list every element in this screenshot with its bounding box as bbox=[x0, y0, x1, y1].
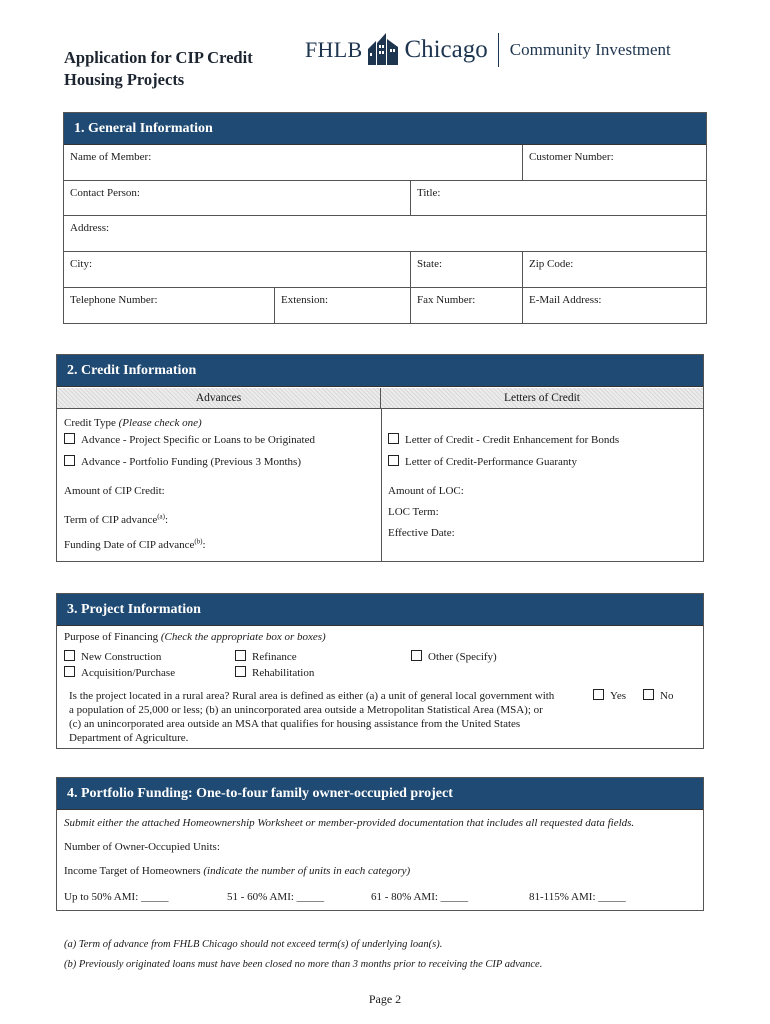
customer-number-label: Customer Number: bbox=[529, 151, 614, 163]
address-field[interactable] bbox=[64, 216, 706, 251]
no-label: No bbox=[660, 690, 674, 702]
contact-person-field[interactable] bbox=[64, 181, 410, 215]
section-2-title: 2. Credit Information bbox=[57, 355, 703, 387]
title-line-1: Application for CIP Credit bbox=[64, 48, 253, 67]
ami-80-field[interactable]: 61 - 80% AMI: _____ bbox=[371, 891, 469, 903]
option-new-construction[interactable] bbox=[64, 650, 161, 664]
submit-note bbox=[64, 816, 634, 830]
fax-number-field[interactable] bbox=[410, 288, 522, 323]
credit-type-label bbox=[64, 416, 202, 430]
checkbox-icon[interactable] bbox=[388, 455, 399, 466]
title-line-2: Housing Projects bbox=[64, 70, 185, 89]
loc-enhancement-label: Letter of Credit - Credit Enhancement for Bonds bbox=[405, 434, 620, 446]
checkbox-icon[interactable] bbox=[593, 689, 604, 700]
option-acquisition[interactable] bbox=[64, 666, 175, 680]
credit-type-hint: (Please check one) bbox=[118, 417, 202, 429]
checkbox-icon[interactable] bbox=[64, 455, 75, 466]
ami-115-field[interactable]: 81-115% AMI: _____ bbox=[529, 891, 626, 903]
rural-area-question bbox=[69, 689, 589, 745]
ami-50-field[interactable]: Up to 50% AMI: _____ bbox=[64, 891, 169, 903]
title-label: Title: bbox=[417, 187, 441, 199]
checkbox-icon[interactable] bbox=[643, 689, 654, 700]
rural-line-3: (c) an unincorporated area outside an MSA that qualifies for housing assistance from the United States bbox=[69, 718, 521, 730]
zip-code-field[interactable] bbox=[522, 252, 706, 287]
row-address bbox=[64, 216, 706, 252]
logo-fhlb-text: FHLB bbox=[305, 37, 363, 62]
option-rural-no[interactable] bbox=[643, 689, 673, 703]
submit-note-text: Submit either the attached Homeownership Worksheet or member-provided documentation that includes all requested data fields. bbox=[64, 817, 635, 829]
amount-cip-credit-field[interactable] bbox=[64, 484, 165, 498]
rural-line-1: Is the project located in a rural area? Rural area is defined as either (a) a unit of general local government with bbox=[69, 690, 555, 702]
income-target-text: Income Target of Homeowners bbox=[64, 865, 204, 877]
term-cip-label: Term of CIP advance bbox=[64, 514, 158, 526]
rural-line-4: Department of Agriculture. bbox=[69, 732, 189, 744]
email-address-label: E-Mail Address: bbox=[529, 294, 602, 306]
income-target-label bbox=[64, 864, 410, 878]
city-label: City: bbox=[70, 258, 93, 270]
rural-line-2: a population of 25,000 or less; (b) an unincorporated area outside a Metropolitan Statistical Area (MSA); or bbox=[69, 704, 543, 716]
amount-loc-field[interactable] bbox=[388, 484, 464, 498]
checkbox-icon[interactable] bbox=[64, 666, 75, 677]
section-1-title: 1. General Information bbox=[64, 113, 706, 145]
checkbox-icon[interactable] bbox=[235, 666, 246, 677]
section-project-information bbox=[56, 593, 704, 749]
purpose-text: Purpose of Financing bbox=[64, 631, 161, 643]
row-city bbox=[64, 252, 706, 288]
effective-date-label: Effective Date: bbox=[388, 527, 455, 539]
email-address-field[interactable] bbox=[522, 288, 706, 323]
contact-person-label: Contact Person: bbox=[70, 187, 140, 199]
footnote-ref-b: (b) bbox=[194, 537, 203, 546]
income-target-hint: (indicate the number of units in each category) bbox=[203, 865, 411, 877]
funding-colon: : bbox=[202, 539, 206, 551]
refinance-label: Refinance bbox=[252, 651, 297, 663]
other-label: Other (Specify) bbox=[428, 651, 497, 663]
funding-date-label: Funding Date of CIP advance bbox=[64, 539, 195, 551]
extension-label: Extension: bbox=[281, 294, 329, 306]
column-divider bbox=[381, 409, 382, 561]
amount-cip-label: Amount of CIP Credit: bbox=[64, 485, 165, 497]
advance-project-label: Advance - Project Specific or Loans to be Originated bbox=[81, 434, 315, 446]
new-construction-label: New Construction bbox=[81, 651, 162, 663]
section-4-title: 4. Portfolio Funding: One-to-four family owner-occupied project bbox=[57, 778, 703, 810]
purpose-hint: (Check the appropriate box or boxes) bbox=[160, 631, 326, 643]
checkbox-icon[interactable] bbox=[388, 433, 399, 444]
extension-field[interactable] bbox=[274, 288, 410, 323]
row-contact bbox=[64, 181, 706, 216]
ami-60-field[interactable]: 51 - 60% AMI: _____ bbox=[227, 891, 325, 903]
checkbox-icon[interactable] bbox=[235, 650, 246, 661]
logo-divider bbox=[498, 33, 499, 67]
advances-column-header: Advances bbox=[57, 388, 381, 409]
option-advance-project-specific[interactable] bbox=[64, 433, 315, 447]
option-rehabilitation[interactable] bbox=[235, 666, 314, 680]
footnote-ref-a: (a) bbox=[157, 512, 165, 521]
state-label: State: bbox=[417, 258, 443, 270]
term-cip-advance-field[interactable] bbox=[64, 513, 168, 527]
name-of-member-label: Name of Member: bbox=[70, 151, 152, 163]
section-portfolio-funding bbox=[56, 777, 704, 911]
section-3-title: 3. Project Information bbox=[57, 594, 703, 626]
name-of-member-field[interactable] bbox=[64, 145, 522, 180]
fhlb-logo bbox=[305, 30, 671, 70]
checkbox-icon[interactable] bbox=[64, 433, 75, 444]
telephone-field[interactable] bbox=[64, 288, 274, 323]
checkbox-icon[interactable] bbox=[411, 650, 422, 661]
document-title bbox=[64, 47, 304, 91]
effective-date-field[interactable] bbox=[388, 526, 455, 540]
letters-of-credit-column-header: Letters of Credit bbox=[381, 388, 703, 409]
row-telephone bbox=[64, 288, 706, 323]
logo-chicago-text: Chicago bbox=[404, 36, 488, 63]
row-member bbox=[64, 145, 706, 181]
funding-date-field[interactable] bbox=[64, 538, 206, 552]
acquisition-label: Acquisition/Purchase bbox=[81, 667, 176, 679]
option-refinance[interactable] bbox=[235, 650, 297, 664]
option-advance-portfolio[interactable] bbox=[64, 455, 301, 469]
address-label: Address: bbox=[70, 222, 110, 234]
city-field[interactable] bbox=[64, 252, 410, 287]
buildings-logo-icon bbox=[366, 31, 400, 70]
purpose-of-financing-label bbox=[64, 630, 326, 644]
number-of-units-label: Number of Owner-Occupied Units: bbox=[64, 841, 220, 853]
yes-label: Yes bbox=[610, 690, 627, 702]
term-colon: : bbox=[165, 514, 169, 526]
footnote-b: (b) Previously originated loans must have been closed no more than 3 months prior to receiving the CIP advance. bbox=[64, 959, 543, 970]
logo-community-investment: Community Investment bbox=[509, 40, 671, 59]
page-number: Page 2 bbox=[368, 992, 402, 1006]
amount-loc-label: Amount of LOC: bbox=[388, 485, 464, 497]
fax-number-label: Fax Number: bbox=[417, 294, 476, 306]
telephone-label: Telephone Number: bbox=[70, 294, 158, 306]
option-loc-performance[interactable] bbox=[388, 455, 577, 469]
advance-portfolio-label: Advance - Portfolio Funding (Previous 3 Months) bbox=[81, 456, 301, 468]
option-rural-yes[interactable] bbox=[593, 689, 626, 703]
credit-type-text: Credit Type bbox=[64, 417, 119, 429]
customer-number-field[interactable] bbox=[522, 145, 706, 180]
option-other[interactable] bbox=[411, 650, 497, 664]
footnote-a: (a) Term of advance from FHLB Chicago should not exceed term(s) of underlying loan(s). bbox=[64, 939, 443, 950]
state-field[interactable] bbox=[410, 252, 522, 287]
rehabilitation-label: Rehabilitation bbox=[252, 667, 315, 679]
checkbox-icon[interactable] bbox=[64, 650, 75, 661]
option-loc-credit-enhancement[interactable] bbox=[388, 433, 619, 447]
section-credit-information bbox=[56, 354, 704, 562]
loc-term-label: LOC Term: bbox=[388, 506, 439, 518]
section-general-information bbox=[63, 112, 707, 324]
loc-performance-label: Letter of Credit-Performance Guaranty bbox=[405, 456, 577, 468]
title-field[interactable] bbox=[410, 181, 706, 215]
number-of-units-field[interactable] bbox=[64, 840, 220, 854]
loc-term-field[interactable] bbox=[388, 505, 439, 519]
zip-code-label: Zip Code: bbox=[529, 258, 574, 270]
